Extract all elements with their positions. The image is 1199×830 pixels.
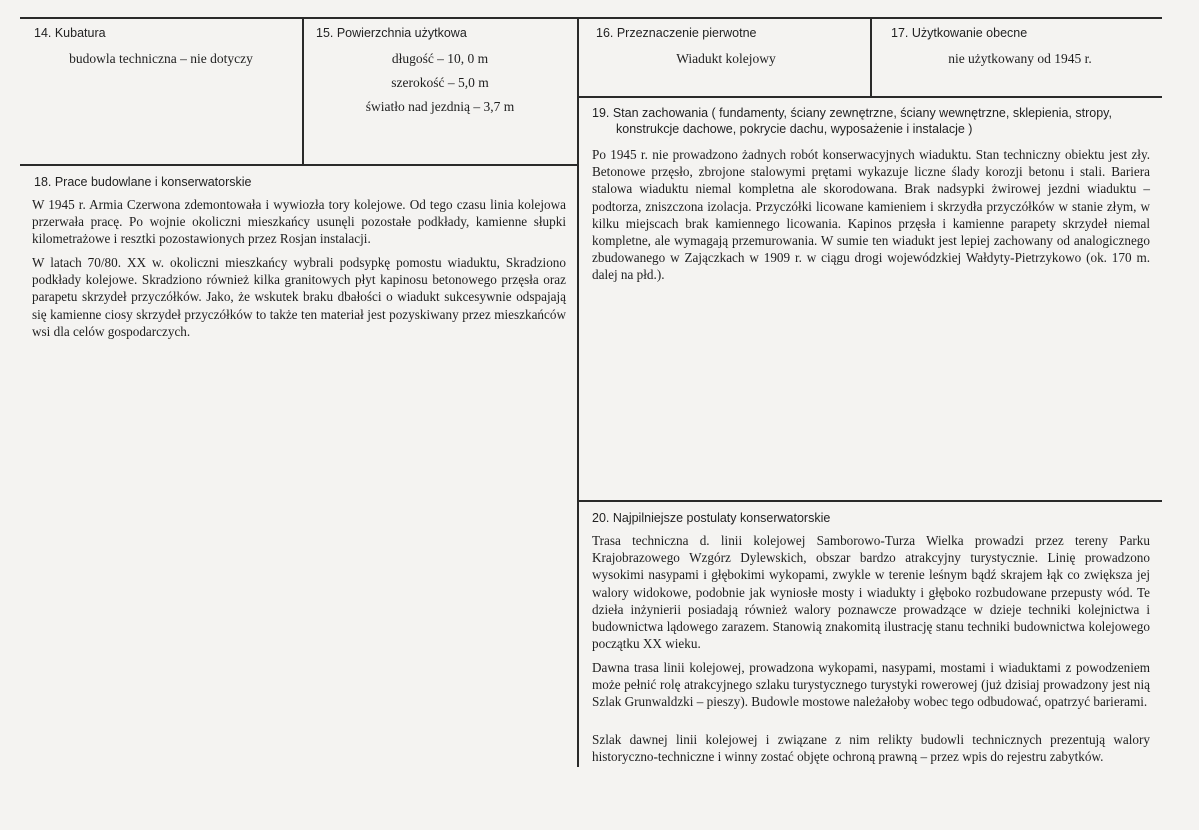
section-20-heading: 20. Najpilniejsze postulaty konserwatorskie [592,511,831,525]
section-18-heading: 18. Prace budowlane i konserwatorskie [34,175,252,189]
current-use-value: nie użytkowany od 1945 r. [948,51,1092,66]
row-divider-19 [577,96,1162,98]
section-14-heading: 14. Kubatura [34,26,106,40]
section-19-paragraph-1: Po 1945 r. nie prowadzono żadnych robót konserwacyjnych wiaduktu. Stan techniczny obiektu jest zły. Betonowe przęsło, zbrojone stalowymi prętami wykazuje liczne ślady korozji betonu i stali. Bariera stalowa wiaduktu niemal kompletna ale skorodowana. Brak nadsypki żwirowej jezdni wiaduktu – podtorza, zniszczona izolacja. Przyczółki licowane kamieniem i skrzydła przyczółków w stanie złym, w kilku miejscach brak kamiennego licowania. Kapinos przęsła i kamienne parapety skrzydeł niemal kompletne, ale wymagają przemurowania. W sumie ten wiadukt jest lepiej zachowany od analogicznego zbudowanego w Zajączkach w 1909 r. w ciągu drogi wojewódzkiej Wałdyty-Pietrzykowo (ok. 170 m. dalej na płd.). [592,147,1150,283]
center-divider [577,17,579,767]
cubature-value: budowla techniczna – nie dotyczy [69,51,253,66]
section-20-paragraph-3: Szlak dawnej linii kolejowej i związane z nim relikty budowli technicznych prezentują walory historyczno-techniczne i winny zostać objęte ochroną prawną – przez wpis do rejestru zabytków. [592,732,1150,765]
section-15-heading: 15. Powierzchnia użytkowa [316,26,467,40]
section-19-heading-line-1: 19. Stan zachowania ( fundamenty, ściany zewnętrzne, ściany wewnętrzne, sklepienia, stropy, [592,106,1112,120]
section-17-heading: 17. Użytkowanie obecne [891,26,1028,40]
section-16-heading: 16. Przeznaczenie pierwotne [596,26,757,40]
section-20-paragraph-2: Dawna trasa linii kolejowej, prowadzona wykopami, nasypami, mostami i wiaduktami z powodzeniem może pełnić rolę atrakcyjnego szlaku turystycznego turystyki rowerowej (już dzisiaj prowadzony jest nią Szlak Grunwaldzki – pieszy). Budowle mostowe należałoby wobec tego odbudować, opatrzyć barierami. [592,660,1150,710]
divider-16-17 [870,17,872,97]
section-18-paragraph-1: W 1945 r. Armia Czerwona zdemontowała i wywiozła tory kolejowe. Od tego czasu linia kolejowa przerwała pracę. Po wojnie okoliczni mieszkańcy usunęli pozostałe podkłady, kamienne słupki kilometrażowe i resztki pozostawionych przez Rosjan instalacji. [32,197,566,247]
row-divider-20 [577,500,1162,502]
section-18-paragraph-2: W latach 70/80. XX w. okoliczni mieszkańcy wybrali podsypkę pomostu wiaduktu, Skradziono podkłady kolejowe. Skradziono również kilka granitowych płyt kapinosu betonowego przęsła oraz parapetu skrzydeł przyczółków. Jako, że wskutek braku dbałości o wiadukt sukcesywnie odspajają się kamienne ciosy skrzydeł przyczółków to także ten materiał jest pozyskiwany przez mieszkańców wsi dla celów gospodarczych. [32,255,566,339]
divider-14-15 [302,17,304,165]
top-border [20,17,1162,19]
section-20-paragraph-1: Trasa techniczna d. linii kolejowej Samborowo-Turza Wielka prowadzi przez tereny Parku Krajobrazowego Wzgórz Dylewskich, obszar bardzo atrakcyjny turystycznie. Linię prowadzono wysokimi nasypami i głębokimi wykopami, zwykle w terenie leśnym bądź skrajem łąk co zwiększa jej walory widokowe, podobnie jak wyniosłe mosty i wiadukty i głęboko rozbudowane przepusty wód. Te dzieła inżynierii posiadają również walory poznawcze prowadzące w dzieje techniki kolejnictwa i budownictwa lądowego zarazem. Stanowią znakomitą ilustrację stanu techniki budownictwa kolejowego początku XX wieku. [592,533,1150,652]
original-purpose-value: Wiadukt kolejowy [676,51,776,66]
clearance-value: światło nad jezdnią – 3,7 m [365,99,515,114]
width-value: szerokość – 5,0 m [391,75,489,90]
section-19-heading-line-2: konstrukcje dachowe, pokrycie dachu, wyposażenie i instalacje ) [616,122,973,136]
length-value: długość – 10, 0 m [391,51,489,66]
row-divider-18 [20,164,579,166]
